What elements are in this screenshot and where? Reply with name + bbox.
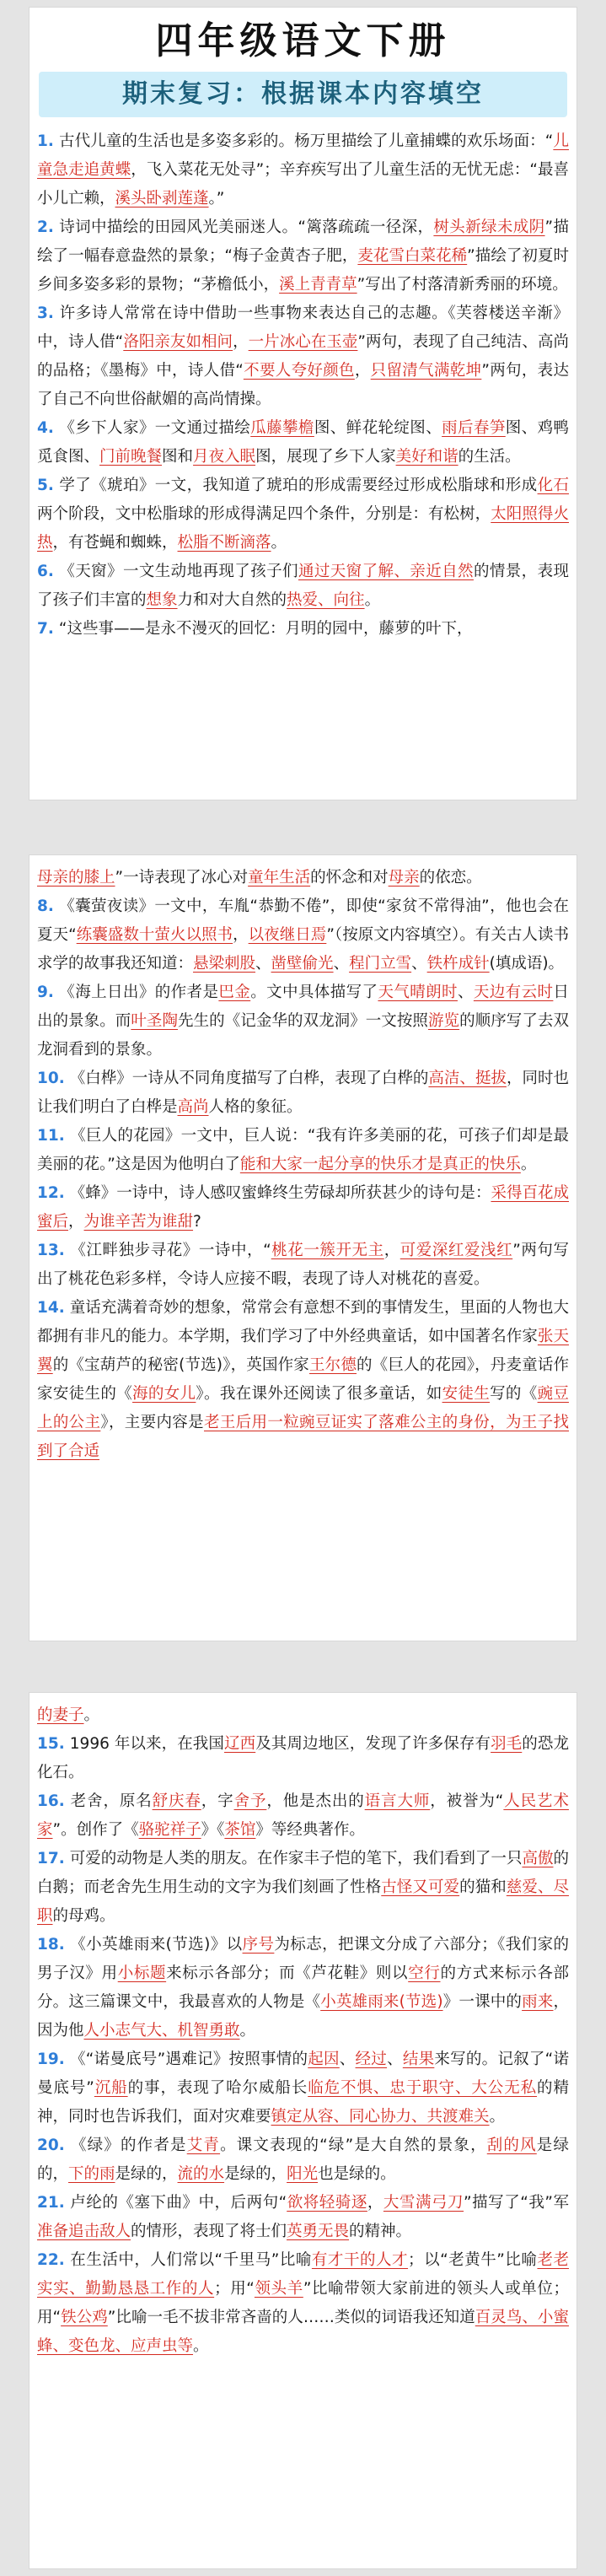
question-text: 先生的《记金华的双龙洞》一文按照: [178, 1012, 428, 1030]
question-text: ”描写了“我”军: [464, 2194, 569, 2212]
question-text: 》，主要内容是: [100, 1414, 204, 1431]
question-text: ”写出了村落清新秀丽的环境。: [357, 276, 568, 294]
question-text: 可爱的动物是人类的朋友。在作家丰子恺的笔下，我们看到了一只: [69, 1850, 523, 1867]
question-text: ，因为他: [37, 1993, 569, 2040]
question-item: [37, 2131, 569, 2189]
answer-text: 母亲的膝上: [37, 869, 115, 887]
question-text: 的精神，同时也告诉我们，面对灾难要: [37, 2079, 569, 2126]
question-text: 童话充满着奇妙的想象，常常会有意想不到的事情发生，里面的人物也大都拥有非凡的能力。本学期，我们学习了中外经典童话，如中国著名作家: [37, 1299, 569, 1345]
question-number: 8.: [37, 897, 54, 915]
answer-text: 艾青: [186, 2137, 221, 2154]
question-text: ”描绘了初夏时乡间多姿多彩的景物；“茅檐低小，: [37, 247, 569, 294]
question-text: ”比喻一毛不拔非常吝啬的人……类似的词语我还知道: [107, 2309, 475, 2326]
question-text: ”一诗表现了冰心对: [115, 869, 249, 887]
question-text: 的《巨人的花园》，丹麦童话作家安徒生的《: [37, 1356, 569, 1403]
question-text: 图、鲜花轮绽图、: [314, 419, 442, 437]
answer-text: 舍予: [233, 1792, 267, 1810]
answer-text: 豌豆上的公主: [37, 1385, 569, 1431]
answer-text: 铁公鸡: [61, 2309, 108, 2326]
question-text: 《巨人的花园》一文中，巨人说：“我有许多美丽的花，可孩子们却是最美丽的花。”这是因为他明白了: [37, 1127, 569, 1173]
question-number: 13.: [37, 1242, 65, 1259]
answer-text: 门前晚餐: [99, 448, 163, 466]
question-item: [37, 2045, 569, 2131]
question-text: ”。创作了《: [52, 1821, 139, 1839]
answer-text: 结果: [402, 2051, 435, 2068]
answer-text: 热爱、向往: [287, 591, 365, 609]
answer-text: 准备追击敌人: [37, 2223, 131, 2240]
question-text: ，飞入菜花无处寻”；辛弃疾写出了儿童生活的无忧无虑：“最喜小儿亡赖，: [37, 161, 569, 207]
answer-text: 大雪满弓刀: [383, 2194, 464, 2212]
question-text: 的生活。: [458, 448, 521, 466]
answer-text: 巴金: [218, 984, 251, 1001]
answer-text: 古怪又可爱: [381, 1878, 460, 1896]
question-text: 《绿》的作者是: [69, 2137, 187, 2154]
question-item: [37, 1787, 569, 1845]
answer-text: 程门立雪: [349, 955, 412, 973]
question-item: [37, 1730, 569, 1787]
question-number: 6.: [37, 563, 54, 580]
answer-text: 慈爱、尽职: [37, 1878, 569, 1925]
question-text: 《天窗》一文生动地再现了孩子们: [58, 563, 298, 580]
question-text: ，同时也让我们明白了白桦是: [37, 1070, 569, 1116]
question-text: ”比喻带领大家前进的领头人或单位；用“: [37, 2280, 569, 2326]
question-item: [37, 2246, 569, 2361]
question-text: 图和: [162, 448, 194, 466]
question-text: 《海上日出》的作者是: [58, 984, 219, 1001]
question-number: 2.: [37, 218, 54, 236]
answer-text: 的妻子: [37, 1706, 84, 1724]
question-number: 16.: [37, 1792, 65, 1810]
answer-text: 只留清气满乾坤: [370, 362, 482, 380]
question-item: [37, 213, 569, 299]
page-1: [29, 7, 577, 800]
question-text: ，他是杰出的: [266, 1792, 365, 1810]
answer-text: 雨来: [522, 1993, 554, 2011]
question-text: 诗词中描绘的田园风光美丽迷人。“篱落疏疏一径深，: [58, 218, 434, 236]
question-item: [37, 299, 569, 414]
answer-text: 麦花雪白菜花稀: [357, 247, 468, 265]
answer-text: 语言大师: [364, 1792, 431, 1810]
question-number: 1.: [37, 132, 54, 150]
question-text: 卢纶的《塞下曲》中，后两句“: [69, 2194, 287, 2212]
answer-text: 老王后用一粒豌豆证实了落难公主的身份，为王子找到了合适: [37, 1414, 569, 1460]
question-number: 12.: [37, 1184, 65, 1202]
question-number: 9.: [37, 984, 54, 1001]
question-text: 也是绿的。: [318, 2165, 396, 2183]
answer-text: 序号: [242, 1936, 275, 1954]
page-3-items: [37, 1701, 569, 2361]
question-text: ，: [354, 362, 371, 380]
answer-text: 海的女儿: [132, 1385, 196, 1403]
answer-text: 铁杵成针: [426, 955, 490, 973]
answer-text: 欲将轻骑逐: [287, 2194, 367, 2212]
answer-text: 儿童急走追黄蝶: [37, 132, 569, 179]
answer-text: 通过天窗了解、亲近自然: [298, 563, 474, 580]
question-item: [37, 1179, 569, 1237]
question-text: 图、鸡鸭觅食图、: [37, 419, 569, 466]
answer-text: 化石: [537, 477, 569, 494]
answer-text: 空行: [408, 1964, 441, 1982]
answer-text: 母亲: [388, 869, 420, 887]
answer-text: 百灵鸟、小蜜蜂、变色龙、应声虫等: [37, 2309, 569, 2355]
question-text: 的精神。: [349, 2223, 412, 2240]
answer-text: 采得百花成蜜后: [37, 1184, 569, 1231]
answer-text: 美好和谐: [395, 448, 459, 466]
question-number: 7.: [37, 620, 54, 638]
question-number: 20.: [37, 2137, 65, 2154]
question-text: 及其周边地区，发现了许多保存有: [255, 1735, 491, 1753]
question-text: 。: [489, 2108, 506, 2126]
answer-text: 溪头卧剥莲蓬: [115, 190, 209, 207]
answer-text: 临危不惧、忠于职守、大公无私: [308, 2079, 538, 2097]
question-text: 、: [387, 2051, 403, 2068]
question-text: ，字: [201, 1792, 234, 1810]
question-item: [37, 2189, 569, 2246]
answer-text: 月夜入眠: [193, 448, 256, 466]
answer-text: 瓜藤攀檐: [250, 419, 314, 437]
answer-text: 可爱深红爱浅红: [400, 1242, 513, 1259]
answer-text: 溪上青青草: [279, 276, 357, 294]
question-text: ”两句，表现了自己纯洁、高尚的品格；《墨梅》中，诗人借“: [37, 333, 569, 380]
answer-text: 想象: [146, 591, 178, 609]
question-text: 。: [520, 1156, 537, 1173]
question-item: [37, 1931, 569, 2045]
question-text: 。: [83, 1706, 100, 1724]
question-text: 的母鸡。: [52, 1907, 115, 1925]
question-item: [37, 558, 569, 615]
answer-text: 张天翼: [37, 1328, 569, 1374]
question-text: 图，展现了乡下人家: [255, 448, 396, 466]
question-item: [37, 1122, 569, 1179]
question-text: 》。我在课外还阅读了很多童话，如: [196, 1385, 442, 1403]
question-text: 来标示各部分；而《芦花鞋》则以: [166, 1964, 409, 1982]
question-continuation: [37, 1701, 569, 1730]
question-text: 的依恋。: [419, 869, 482, 887]
doc-title: 四年级语文下册: [155, 19, 451, 62]
question-text: ，被誉为“: [430, 1792, 504, 1810]
question-number: 14.: [37, 1299, 65, 1317]
question-item: [37, 414, 569, 472]
answer-text: 天边有云时: [473, 984, 554, 1001]
question-text: ；用“: [214, 2280, 255, 2298]
question-text: 两个阶段，文中松脂球的形成得满足四个条件，分别是：有松树，: [37, 505, 491, 523]
question-text: 。: [239, 2022, 256, 2040]
question-text: ”（按原文内容填空）。有关古人读书求学的故事我还知道：: [37, 926, 569, 973]
answer-text: 有才干的人才: [311, 2251, 409, 2269]
answer-text: 松脂不断滴落: [177, 534, 271, 552]
question-text: 是绿的，: [115, 2165, 178, 2183]
answer-text: 雨后春笋: [442, 419, 506, 437]
question-text: 人格的象征。: [208, 1098, 303, 1116]
answer-text: 以夜继日焉: [248, 926, 327, 944]
question-number: 4.: [37, 419, 54, 437]
answer-text: 经过: [355, 2051, 388, 2068]
answer-text: 下的雨: [68, 2165, 115, 2183]
question-text: 。”: [208, 190, 225, 207]
question-continuation: [37, 864, 569, 892]
answer-text: 舒庆春: [152, 1792, 201, 1810]
question-text: 1996 年以来，在我国: [69, 1735, 224, 1753]
question-text: 《小英雄雨来(节选)》以: [69, 1936, 243, 1954]
question-text: 的情形，表现了将士们: [131, 2223, 287, 2240]
question-text: 、: [457, 984, 474, 1001]
answer-text: 太阳照得火热: [37, 505, 569, 552]
answer-text: 人民艺术家: [37, 1792, 569, 1839]
question-text: 》《: [201, 1821, 225, 1839]
answer-text: 沉船: [94, 2079, 128, 2097]
answer-text: 安徒生: [442, 1385, 491, 1403]
answer-text: 起因: [308, 2051, 340, 2068]
answer-text: 凿壁偷光: [271, 955, 334, 973]
question-text: 的怀念和对: [310, 869, 389, 887]
answer-text: 树头新绿未成阴: [433, 218, 545, 236]
question-item: [37, 892, 569, 978]
answer-text: 悬梁刺股: [193, 955, 256, 973]
question-number: 11.: [37, 1127, 65, 1145]
question-text: 是绿的，: [224, 2165, 287, 2183]
question-text: ，: [367, 2194, 383, 2212]
question-text: 力和对大自然的: [177, 591, 287, 609]
question-text: 为标志，把课文分成了六部分；《我们家的男子汉》用: [37, 1936, 569, 1982]
question-number: 15.: [37, 1735, 65, 1753]
question-text: (填成语)。: [489, 955, 565, 973]
answer-text: 为谁辛苦为谁甜: [83, 1213, 194, 1231]
question-text: 、: [255, 955, 271, 973]
question-text: 。: [271, 534, 287, 552]
question-text: 的情景，表现了孩子们丰富的: [37, 563, 569, 609]
question-text: 《囊萤夜读》一文中，车胤“恭勤不倦”，即使“家贫不常得油”，他也会在夏天“: [37, 897, 569, 944]
question-text: 。: [193, 2337, 209, 2355]
question-text: 。课文表现的“绿”是大自然的景象，: [220, 2137, 487, 2154]
question-number: 18.: [37, 1936, 65, 1954]
question-text: 的顺序写了去双龙洞看到的景象。: [37, 1012, 569, 1059]
question-number: 3.: [37, 304, 54, 322]
question-item: [37, 1845, 569, 1931]
answer-text: 游览: [427, 1012, 460, 1030]
answer-text: 领头羊: [254, 2280, 303, 2298]
question-number: 19.: [37, 2051, 65, 2068]
question-text: 的方式来标示各部分。这三篇课文中，我最喜欢的人物是《: [37, 1964, 569, 2011]
question-text: 古代儿童的生活也是多姿多彩的。杨万里描绘了儿童捕蝶的欢乐场面：“: [58, 132, 554, 150]
question-text: ”两句写出了桃花色彩多样，令诗人应接不暇，表现了诗人对桃花的喜爱。: [37, 1242, 569, 1288]
answer-text: 桃花一簇开无主: [271, 1242, 384, 1259]
answer-text: 能和大家一起分享的快乐才是真正的快乐: [239, 1156, 521, 1173]
answer-text: 一片冰心在玉壶: [248, 333, 358, 351]
question-text: 、: [411, 955, 427, 973]
question-text: ；以“老黄牛”比喻: [408, 2251, 538, 2269]
question-text: ?: [193, 1213, 201, 1231]
answer-text: 刮的风: [486, 2137, 537, 2154]
page-2-items: [37, 864, 569, 1466]
question-text: 的猫和: [459, 1878, 507, 1896]
question-item: [37, 127, 569, 213]
subtitle-banner: 期末复习：根据课本内容填空: [39, 72, 567, 117]
page-1-items: [37, 127, 569, 644]
answer-text: 辽西: [224, 1735, 256, 1753]
question-text: 》等经典著作。: [255, 1821, 365, 1839]
question-number: 5.: [37, 477, 54, 494]
page-3: [29, 1692, 577, 2569]
question-text: 《江畔独步寻花》一诗中，“: [69, 1242, 271, 1259]
question-item: [37, 472, 569, 558]
question-text: 的恐龙化石。: [37, 1735, 569, 1781]
page-2: [29, 854, 577, 1641]
question-text: 《白桦》一诗从不同角度描写了白桦，表现了白桦的: [69, 1070, 429, 1087]
answer-text: 高尚: [177, 1098, 209, 1116]
answer-text: 童年生活: [248, 869, 311, 887]
question-text: 日出的景象。而: [37, 984, 569, 1030]
answer-text: 阳光: [287, 2165, 319, 2183]
question-text: ”两句，表达了自己不向世俗献媚的高尚情操。: [37, 362, 569, 408]
question-text: “这些事——是永不漫灭的回忆：月明的园中，藤萝的叶下，: [58, 620, 473, 638]
question-number: 22.: [37, 2251, 65, 2269]
question-text: ”描绘了一幅春意盎然的景象；“梅子金黄杏子肥，: [37, 218, 569, 265]
answer-text: 老老实实、勤勤恳恳工作的人: [37, 2251, 569, 2298]
question-item: [37, 1294, 569, 1466]
answer-text: 天气晴朗时: [378, 984, 458, 1001]
answer-text: 羽毛: [491, 1735, 523, 1753]
question-text: 写的《: [490, 1385, 538, 1403]
question-item: [37, 615, 569, 644]
question-text: 、: [333, 955, 350, 973]
question-text: 。: [364, 591, 381, 609]
question-text: 《“诺曼底号”遇难记》按照事情的: [69, 2051, 308, 2068]
question-text: 《蜂》一诗中，诗人感叹蜜蜂终生劳碌却所获甚少的诗句是：: [69, 1184, 491, 1202]
question-text: 、: [339, 2051, 356, 2068]
answer-text: 不要人夸好颜色: [243, 362, 355, 380]
question-item: [37, 1237, 569, 1294]
answer-text: 英勇无畏: [287, 2223, 350, 2240]
answer-text: 叶圣陶: [131, 1012, 179, 1030]
question-text: 《乡下人家》一文通过描绘: [58, 419, 251, 437]
question-text: ，: [233, 926, 249, 944]
answer-text: 小英雄雨来(节选): [320, 1993, 443, 2011]
answer-text: 茶馆: [224, 1821, 256, 1839]
answer-text: 高傲: [522, 1850, 554, 1867]
question-number: 10.: [37, 1070, 65, 1087]
question-item: [37, 978, 569, 1064]
answer-text: 洛阳亲友如相问: [123, 333, 233, 351]
question-text: 在生活中，人们常以“千里马”比喻: [69, 2251, 312, 2269]
question-text: 。文中具体描写了: [250, 984, 378, 1001]
answer-text: 练囊盛数十萤火以照书: [76, 926, 233, 944]
question-item: [37, 1064, 569, 1122]
answer-text: 人小志气大、机智勇敢: [83, 2022, 240, 2040]
question-text: 的事，表现了哈尔威船长: [127, 2079, 308, 2097]
question-text: 学了《琥珀》一文，我知道了琥珀的形成需要经过形成松脂球和形成: [58, 477, 538, 494]
question-text: ，有苍蝇和蜘蛛，: [52, 534, 178, 552]
answer-text: 镇定从容、同心协力、共渡难关: [271, 2108, 490, 2126]
question-number: 17.: [37, 1850, 65, 1867]
question-text: 的《宝葫芦的秘密(节选)》，英国作家: [52, 1356, 309, 1374]
question-text: 是绿的，: [37, 2137, 569, 2183]
answer-text: 小标题: [117, 1964, 167, 1982]
question-text: 》一课中的: [442, 1993, 523, 2011]
question-text: 老舍，原名: [69, 1792, 153, 1810]
answer-text: 高洁、挺拔: [428, 1070, 507, 1087]
question-text: 许多诗人常常在诗中借助一些事物来表达自己的志趣。《芙蓉楼送辛渐》中，诗人借“: [37, 304, 569, 351]
answer-text: 王尔德: [308, 1356, 357, 1374]
question-text: ，: [383, 1242, 400, 1259]
question-text: 的白鹅；而老舍先生用生动的文字为我们刻画了性格: [37, 1850, 569, 1896]
question-text: ，: [233, 333, 249, 351]
question-text: 来写的。记叙了“诺曼底号”: [37, 2051, 569, 2097]
answer-text: 流的水: [177, 2165, 225, 2183]
question-number: 21.: [37, 2194, 65, 2212]
question-text: ，: [68, 1213, 84, 1231]
answer-text: 骆驼祥子: [138, 1821, 201, 1839]
